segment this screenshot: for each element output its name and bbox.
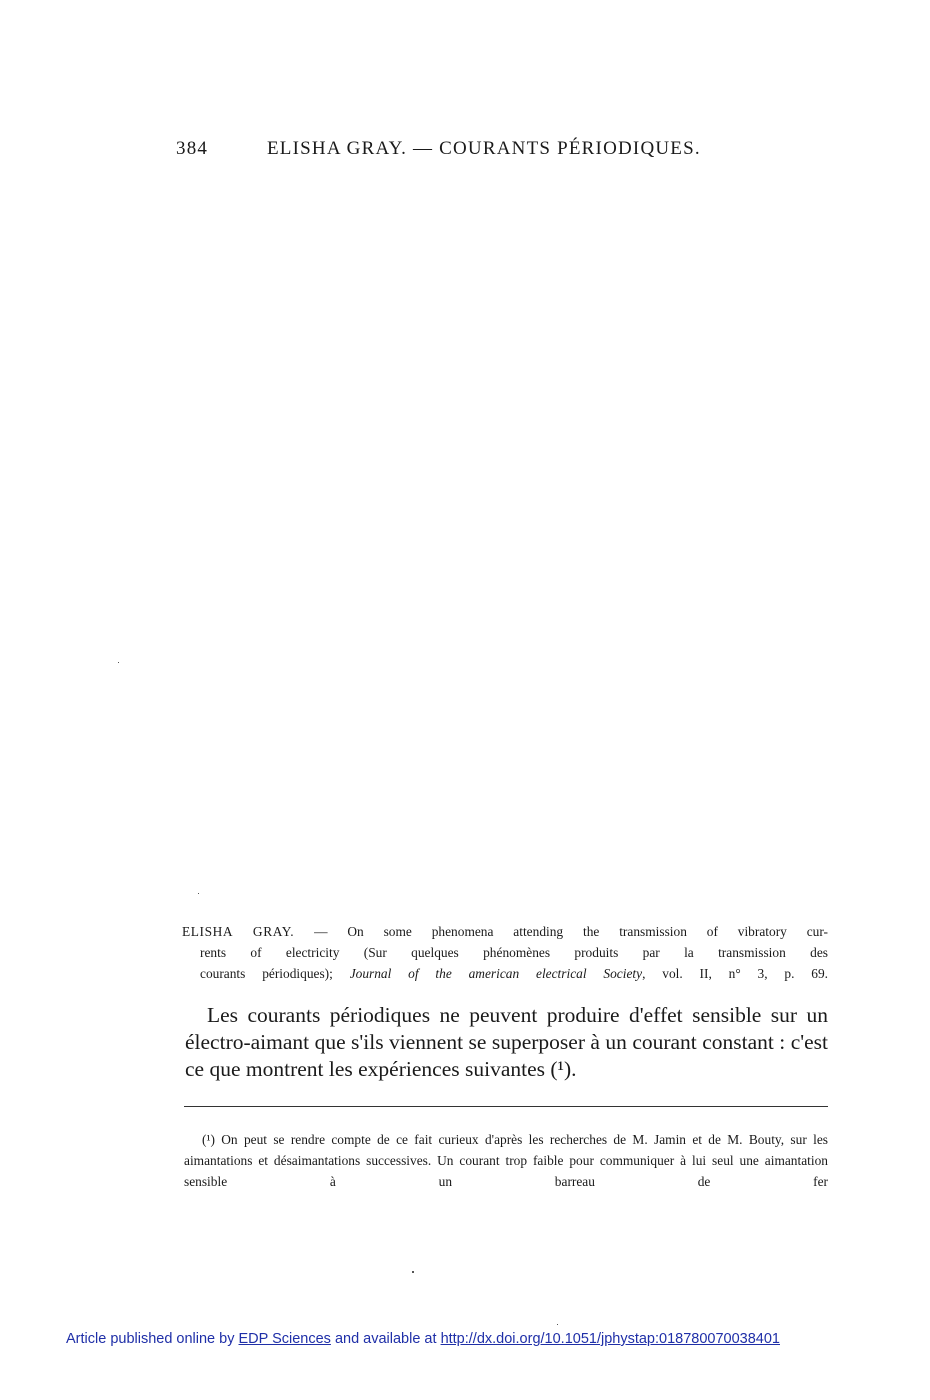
doi-link[interactable]: http://dx.doi.org/10.1051/jphystap:018780070038401 [440,1331,780,1347]
publisher-line [66,1331,866,1347]
bibliographic-reference [182,921,828,984]
body-paragraph [185,1002,828,1083]
scan-speck [557,1324,558,1325]
reference-line-2: rents of electricity (Sur quelques phénomènes produits par la transmission des [200,945,828,960]
publisher-middle: and available at [330,1331,441,1347]
scan-speck [412,1271,414,1273]
reference-line-3 [182,963,828,984]
page-number: 384 [176,138,209,159]
reference-line-3-start: courants périodiques); [200,966,350,981]
publisher-prefix: Article published online by [66,1331,239,1347]
footnote-text: (¹) On peut se rendre compte de ce fait curieux d'après les recherches de M. Jamin et de M. Bouty, sur les aimantations et désaimantations successives. Un courant trop faible pour communiquer à lui seul une aimantation sensible à un barreau de fer [184,1132,828,1189]
footnote-rule [184,1106,828,1107]
publisher-link[interactable]: EDP Sciences [238,1331,331,1347]
body-text: Les courants périodiques ne peuvent produire d'effet sensible sur un électro-aimant que s'ils viennent se superposer à un courant constant : c'est ce que montrent les expériences suivantes (¹). [185,1003,828,1081]
reference-line-1: — On some phenomena attending the transmission of vibratory cur- [294,924,828,939]
scan-speck [118,662,119,663]
footnote [184,1129,828,1192]
reference-author: ELISHA GRAY. [182,924,295,939]
scan-speck [198,893,199,894]
reference-journal: Journal of the american electrical Society [349,966,643,981]
reference-line-3-end: , vol. II, n° 3, p. 69. [642,966,829,981]
running-title: ELISHA GRAY. — COURANTS PÉRIODIQUES. [267,138,701,159]
